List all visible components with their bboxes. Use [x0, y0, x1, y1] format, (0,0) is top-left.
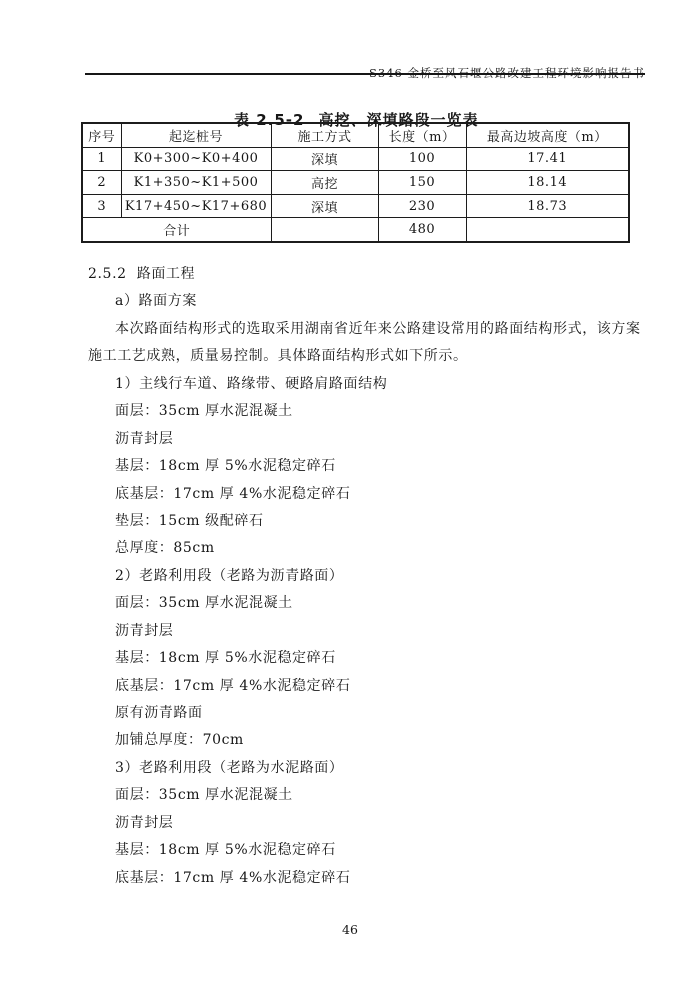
table-cell: 3 — [82, 194, 121, 218]
page-number: 46 — [342, 922, 358, 937]
cut-fill-sections-table — [81, 122, 630, 243]
text-line: 基层：18cm 厚 5%水泥稳定碎石 — [115, 842, 336, 859]
table-row — [82, 171, 629, 195]
text-line: 面层：35cm 厚水泥混凝土 — [115, 595, 293, 612]
table-cell: 高挖 — [271, 171, 378, 195]
text-line: 面层：35cm 厚水泥混凝土 — [115, 787, 293, 804]
list-heading: 3）老路利用段（老路为水泥路面） — [115, 759, 344, 776]
table-cell: 480 — [378, 218, 466, 242]
table-cell — [466, 218, 629, 242]
text-line: 加铺总厚度：70cm — [115, 732, 244, 749]
text-line: 沥青封层 — [115, 430, 174, 447]
text-line: 底基层：17cm 厚 4%水泥稳定碎石 — [115, 485, 351, 502]
table-cell: 17.41 — [466, 147, 629, 171]
table-cell: 100 — [378, 147, 466, 171]
column-header: 最高边坡高度（m） — [466, 123, 629, 147]
table-cell: 深填 — [271, 194, 378, 218]
table-cell: 18.14 — [466, 171, 629, 195]
text-line: 基层：18cm 厚 5%水泥稳定碎石 — [115, 650, 336, 667]
table-cell — [271, 218, 378, 242]
header-rule — [85, 73, 645, 75]
list-heading: 2）老路利用段（老路为沥青路面） — [115, 567, 344, 584]
table-cell: 1 — [82, 147, 121, 171]
text-line: 底基层：17cm 厚 4%水泥稳定碎石 — [115, 677, 351, 694]
text-line: 原有沥青路面 — [115, 705, 203, 721]
table-cell: 230 — [378, 194, 466, 218]
table-cell: 150 — [378, 171, 466, 195]
list-heading: 1）主线行车道、路缘带、硬路肩路面结构 — [115, 375, 388, 392]
table-total-row — [82, 218, 629, 242]
text-line: 沥青封层 — [115, 622, 174, 639]
text-line: 垫层：15cm 级配碎石 — [115, 512, 264, 529]
table-row — [82, 194, 629, 218]
table-row — [82, 147, 629, 171]
column-header: 长度（m） — [378, 123, 466, 147]
text-line: 总厚度：85cm — [115, 540, 215, 557]
page-footer — [0, 922, 700, 937]
table-cell: 2 — [82, 171, 121, 195]
text-line: 面层：35cm 厚水泥混凝土 — [115, 403, 293, 420]
column-header: 序号 — [82, 123, 121, 147]
table-cell: 深填 — [271, 147, 378, 171]
table-header-row — [82, 123, 629, 147]
table-cell: K1+350~K1+500 — [121, 171, 271, 195]
text-line: 底基层：17cm 厚 4%水泥稳定碎石 — [115, 869, 351, 886]
table-cell: K17+450~K17+680 — [121, 194, 271, 218]
running-header — [85, 51, 645, 81]
body-text — [88, 261, 644, 892]
column-header: 起迄桩号 — [121, 123, 271, 147]
total-label-cell: 合计 — [82, 218, 271, 242]
table-cell: 18.73 — [466, 194, 629, 218]
text-line: 施工工艺成熟，质量易控制。具体路面结构形式如下所示。 — [88, 348, 468, 365]
column-header: 施工方式 — [271, 123, 378, 147]
table-cell: K0+300~K0+400 — [121, 147, 271, 171]
text-line: 基层：18cm 厚 5%水泥稳定碎石 — [115, 458, 336, 475]
text-line: 沥青封层 — [115, 814, 174, 831]
table-caption-label: 表 2.5-2 — [233, 111, 305, 129]
table-caption-title: 高挖、深填路段一览表 — [318, 111, 479, 129]
text-line: 本次路面结构形式的选取采用湖南省近年来公路建设常用的路面结构形式，该方案 — [115, 320, 641, 337]
section-heading: 2.5.2 路面工程 — [88, 266, 196, 282]
subsection-heading: a）路面方案 — [115, 293, 197, 310]
